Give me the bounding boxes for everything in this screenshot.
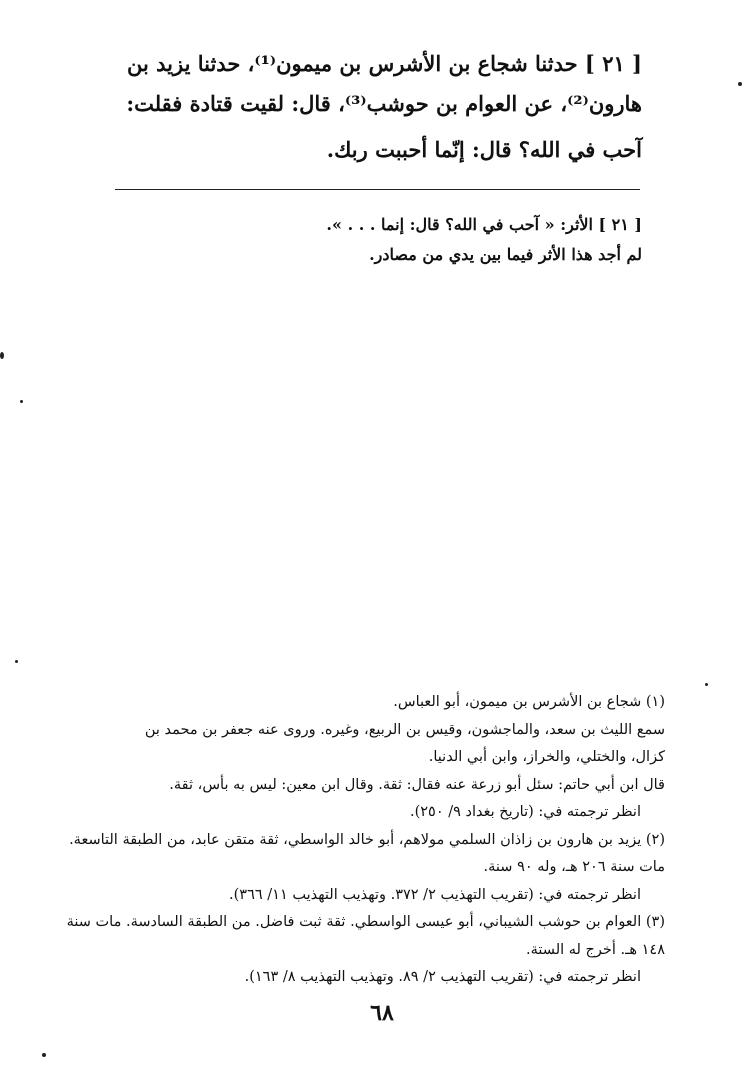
footnote-2-heading: (٢) يزيد بن هارون بن زاذان السلمي مولاهم، أبو خالد الواسطي، ثقة متقن عابد، من الطبقة التاسعة. — [69, 831, 665, 848]
page-number: ٦٨ — [370, 1000, 394, 1026]
footnote-1-line: قال ابن أبي حاتم: سئل أبو زرعة عنه فقال: ثقة. وقال ابن معين: ليس به بأس، ثقة. — [169, 776, 665, 793]
footnote-2-line: مات سنة ٢٠٦ هـ، وله ٩٠ سنة. — [483, 859, 665, 875]
footnote-1-heading: (١) شجاع بن الأشرس بن ميمون، أبو العباس. — [393, 694, 665, 710]
footnote-2-reference: انظر ترجمته في: (تقريب التهذيب ٢/ ٣٧٢. وتهذيب التهذيب ١١/ ٣٦٦). — [229, 886, 641, 903]
commentary-line: [ ٢١ ] الأثر: « آحب في الله؟ قال: إنما . . . ». — [326, 215, 642, 234]
footnote-1-line: سمع الليث بن سعد، والماجشون، وقيس بن الربيع، وغيره. وروى عنه جعفر بن محمد بن — [144, 721, 665, 738]
main-narration — [122, 44, 642, 170]
scan-speck — [0, 352, 4, 359]
scan-speck — [15, 660, 18, 663]
footnote-3-heading: (٣) العوام بن حوشب الشيباني، أبو عيسى الواسطي. ثقة ثبت فاضل. من الطبقة السادسة. مات سنة — [66, 914, 665, 930]
footnote-3-reference: انظر ترجمته في: (تقريب التهذيب ٢/ ٨٩. وتهذيب التهذيب ٨/ ١٦٣). — [244, 969, 641, 985]
footnotes-block — [66, 689, 665, 992]
scan-speck — [42, 1053, 46, 1057]
footnote-1-reference: انظر ترجمته في: (تاريخ بغداد ٩/ ٢٥٠). — [409, 804, 641, 820]
footnote-3-line: ١٤٨ هـ. أخرج له الستة. — [526, 941, 665, 958]
scan-speck — [20, 400, 23, 403]
scan-speck — [705, 683, 708, 686]
footnote-1-line: كزال، والختلي، والخراز، وابن أبي الدنيا. — [428, 749, 665, 765]
main-text-line: هارون⁽²⁾، عن العوام بن حوشب⁽³⁾، قال: لقيت قتادة فقلت: — [126, 91, 642, 116]
scan-speck — [738, 82, 742, 86]
main-text-line: [ ٢١ ] حدثنا شجاع بن الأشرس بن ميمون⁽¹⁾، حدثنا يزيد بن — [126, 51, 642, 76]
main-text-line: آحب في الله؟ قال: إنّما أحببت ربك. — [326, 137, 642, 162]
separator-rule — [115, 189, 640, 190]
commentary-line: لم أجد هذا الأثر فيما بين يدي من مصادر. — [369, 245, 642, 264]
commentary-block — [122, 210, 642, 270]
